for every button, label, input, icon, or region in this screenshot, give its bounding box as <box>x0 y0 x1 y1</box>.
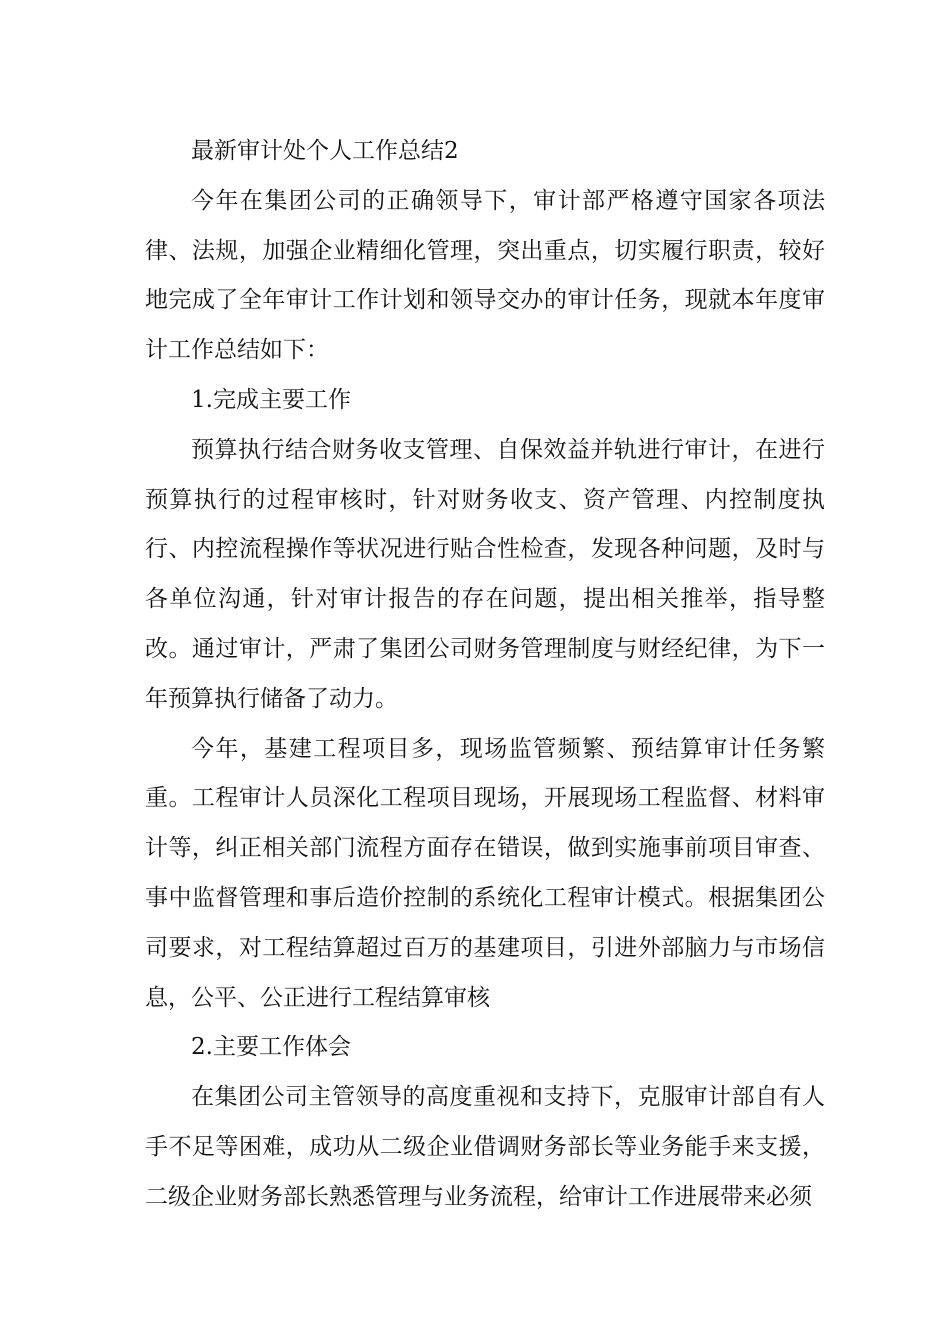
document-body <box>145 127 825 1223</box>
section-heading-2: 2.主要工作体会 <box>191 1034 351 1061</box>
intro-paragraph: 今年在集团公司的正确领导下，审计部严格遵守国家各项法律、法规，加强企业精细化管理，突出重点，切实履行职责，较好地完成了全年审计工作计划和领导交办的审计任务，现就本年度审计工作总结如下： <box>145 187 825 364</box>
section1-paragraph-2: 今年，基建工程项目多，现场监管频繁、预结算审计任务繁重。工程审计人员深化工程项目现场，开展现场工程监督、材料审计等，纠正相关部门流程方面存在错误，做到实施事前项目审查、事中监督管理和事后造价控制的系统化工程审计模式。根据集团公司要求，对工程结算超过百万的基建项目，引进外部脑力与市场信息，公平、公正进行工程结算审核 <box>145 735 825 1011</box>
document-title: 最新审计处个人工作总结2 <box>191 138 459 164</box>
section2-paragraph-1: 在集团公司主管领导的高度重视和支持下，克服审计部自有人手不足等困难，成功从二级企业借调财务部长等业务能手来支援，二级企业财务部长熟悉管理与业务流程，给审计工作进展带来必须 <box>145 1084 825 1210</box>
section-heading-1: 1.完成主要工作 <box>191 386 351 413</box>
section1-paragraph-1: 预算执行结合财务收支管理、自保效益并轨进行审计，在进行预算执行的过程审核时，针对财务收支、资产管理、内控制度执行、内控流程操作等状况进行贴合性检查，发现各种问题，及时与各单位沟通，针对审计报告的存在问题，提出相关推举，指导整改。通过审计，严肃了集团公司财务管理制度与财经纪律，为下一年预算执行储备了动力。 <box>145 436 825 712</box>
